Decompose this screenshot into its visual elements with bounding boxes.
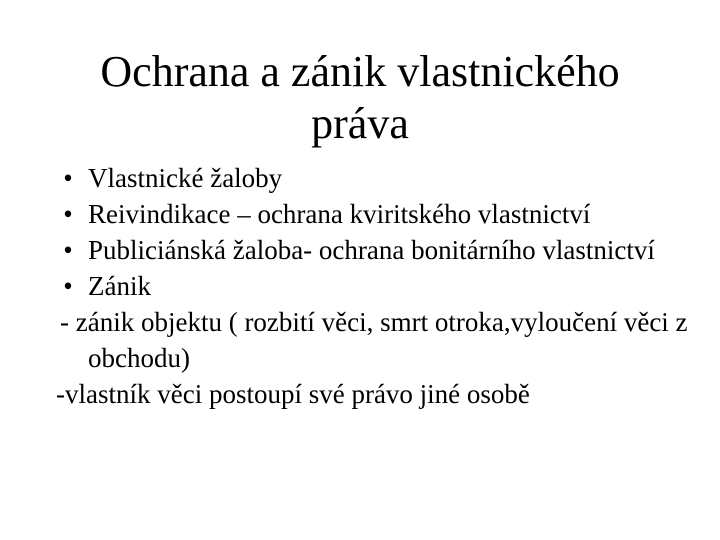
slide-title [60,46,660,150]
slide-body [56,160,696,412]
slide-title-line-2: práva [311,99,409,148]
bullet-text: Publiciánská žaloba- ochrana bonitárního vlastnictví [88,235,655,265]
bullet-text: Vlastnické žaloby [88,163,283,193]
dash-item-zanik-objektu: - zánik objektu ( rozbití věci, smrt otroka,vyloučení věci z obchodu) [60,307,688,373]
bullet-icon: • [63,163,73,193]
bullet-text: Reivindikace – ochrana kviritského vlastnictví [88,199,591,229]
bullet-item-vlastnicke-zaloby [56,160,696,196]
bullet-icon: • [63,271,73,301]
bullet-item-publicianska-zaloba [56,232,696,268]
bullet-text: Zánik [88,271,151,301]
slide-title-line-1: Ochrana a zánik vlastnického [100,47,620,96]
bullet-item-zanik [56,268,696,304]
bullet-icon: • [63,199,73,229]
bullet-item-reivindikace [56,196,696,232]
bullet-icon: • [63,235,73,265]
dash-item-vlastnik-postoupi: -vlastník věci postoupí své právo jiné osobě [56,379,530,409]
